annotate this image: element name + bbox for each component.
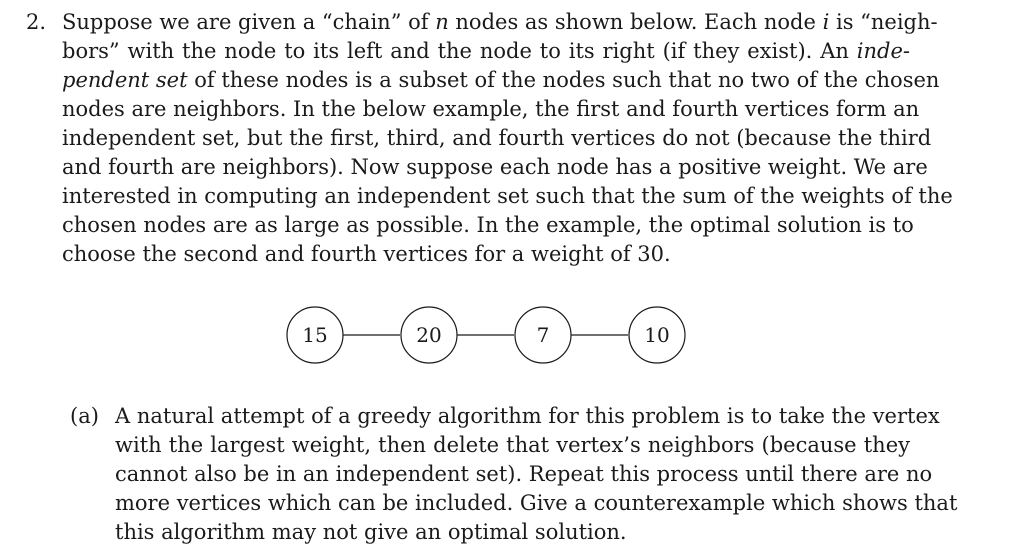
subpart-line-1: A natural attempt of a greedy algorithm for this problem is to take the vertex: [115, 404, 940, 428]
problem-line-4: nodes are neighbors. In the below example, the first and fourth vertices form an: [62, 97, 920, 121]
node-weight: 15: [302, 323, 328, 347]
subpart-line-5: this algorithm may not give an optimal solution.: [115, 520, 627, 544]
problem-line-6: and fourth are neighbors). Now suppose each node has a positive weight. We are: [62, 155, 928, 179]
chain-node: [629, 307, 685, 363]
subpart-line-2: with the largest weight, then delete that vertex’s neighbors (because they: [115, 433, 910, 457]
problem-number: 2.: [26, 10, 47, 34]
problem-line-3: pendent set of these nodes is a subset of the nodes such that no two of the chosen: [62, 68, 940, 92]
problem-line-5: independent set, but the first, third, and fourth vertices do not (because the third: [62, 126, 932, 150]
problem-line-7: interested in computing an independent set such that the sum of the weights of the: [62, 184, 953, 208]
subpart-line-4: more vertices which can be included. Give a counterexample which shows that: [115, 491, 958, 515]
subpart-label: (a): [70, 404, 99, 428]
problem-line-1: Suppose we are given a “chain” of n nodes as shown below. Each node i is “neigh-: [62, 10, 938, 34]
problem-line-8: chosen nodes are as large as possible. In the example, the optimal solution is to: [62, 213, 914, 237]
chain-node: [515, 307, 571, 363]
problem-line-2: bors” with the node to its left and the node to its right (if they exist). An inde-: [62, 39, 910, 63]
subpart-text: [115, 402, 958, 547]
chain-node: [287, 307, 343, 363]
node-weight: 7: [536, 323, 550, 347]
problem-line-9: choose the second and fourth vertices for a weight of 30.: [62, 242, 671, 266]
chain-node: [401, 307, 457, 363]
node-weight: 20: [416, 323, 442, 347]
chain-diagram: [0, 300, 1024, 370]
problem-text: [62, 8, 953, 269]
subpart-line-3: cannot also be in an independent set). Repeat this process until there are no: [115, 462, 933, 486]
node-weight: 10: [644, 323, 670, 347]
